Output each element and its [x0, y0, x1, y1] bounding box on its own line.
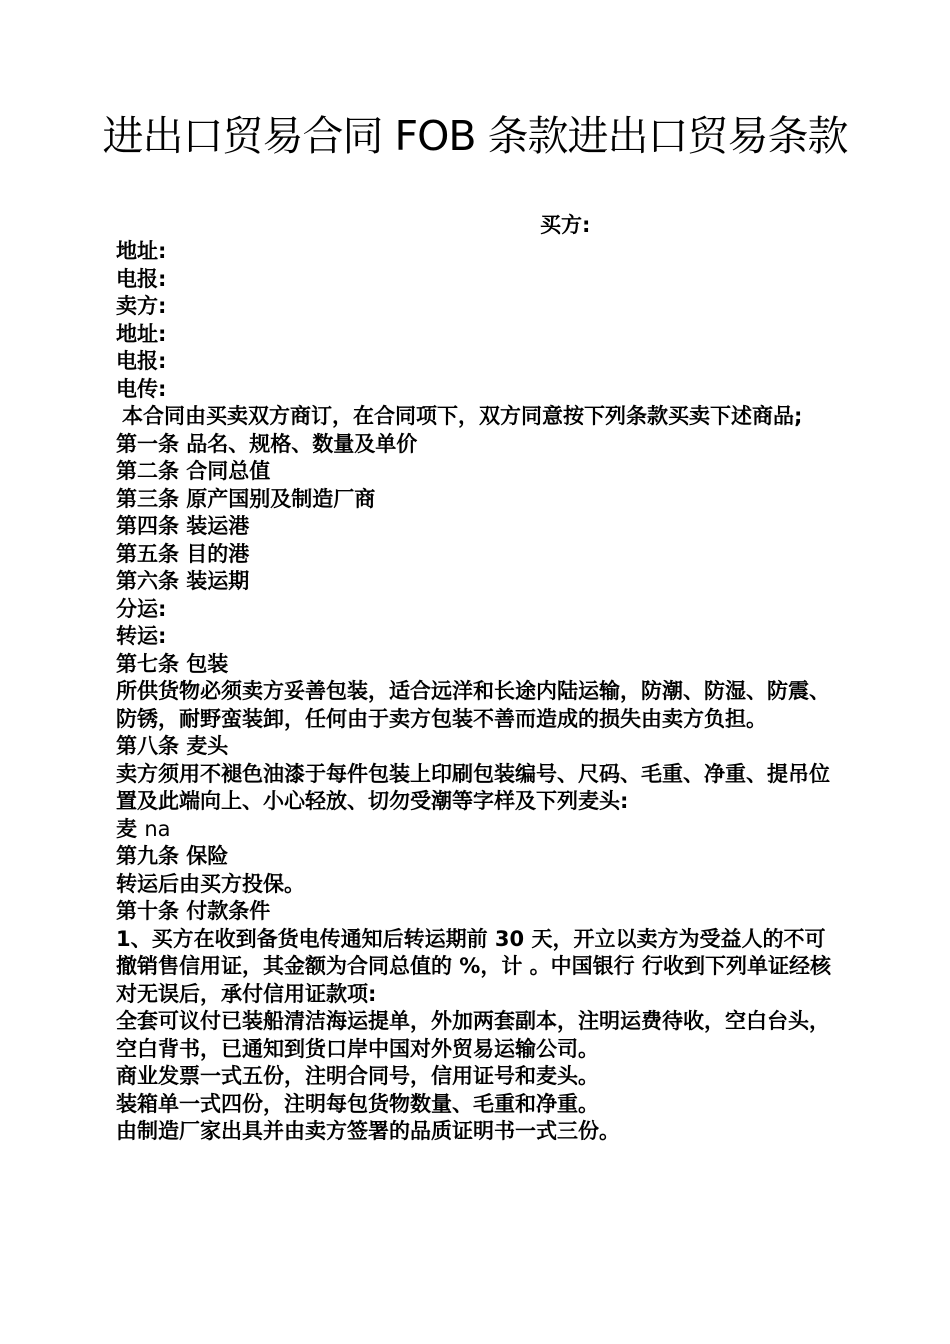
clause-9-text: 转运后由买方投保。 [116, 871, 305, 896]
clause-5-heading: 第五条 目的港 [116, 541, 250, 566]
buyer-heading: 买方: [540, 213, 591, 237]
shipping-mark-value: na [144, 816, 171, 841]
commercial-invoice-requirement: 商业发票一式五份，注明合同号，信用证号和麦头。 [116, 1064, 599, 1088]
buyer-telegram-line: 电报: [116, 266, 167, 291]
partial-shipment-line: 分运: [116, 596, 167, 621]
packing-list-requirement: 装箱单一式四份，注明每包货物数量、毛重和净重。 [116, 1091, 599, 1116]
quality-certificate-requirement: 由制造厂家出具并由卖方签署的品质证明书一式三份。 [116, 1119, 620, 1143]
seller-address-line: 地址: [116, 321, 167, 346]
clause-7-text: 所供货物必须卖方妥善包装，适合远洋和长途内陆运输，防潮、防湿、防震、防锈，耐野蛮装卸，任何由于卖方包装不善而造成的损失由卖方负担。 [116, 679, 830, 731]
clause-8-text: 卖方须用不褪色油漆于每件包装上印刷包装编号、尺码、毛重、净重、提吊位置及此端向上、小心轻放、切勿受潮等字样及下列麦头: [116, 761, 830, 813]
clause-10-item-1: 1、买方在收到备货电传通知后转运期前 30 天，开立以卖方为受益人的不可撤销售信用证，其金额为合同总值的 %，计 。中国银行 行收到下列单证经核对无误后，承付信用证款项: [116, 926, 831, 1006]
clause-8-heading: 第八条 麦头 [116, 734, 229, 758]
clause-1-heading: 第一条 品名、规格、数量及单价 [116, 431, 418, 456]
clause-3-heading: 第三条 原产国别及制造厂商 [116, 486, 376, 511]
clause-2-heading: 第二条 合同总值 [116, 459, 271, 483]
seller-telegram-line: 电报: [116, 349, 167, 373]
shipping-mark-label: 麦 [116, 816, 137, 841]
clause-9-heading: 第九条 保险 [116, 844, 229, 868]
document-title: 进出口贸易合同 FOB 条款进出口贸易条款 [102, 112, 848, 160]
contract-body [116, 238, 846, 1146]
bill-of-lading-requirement: 全套可议付已装船清洁海运提单，外加两套副本，注明运费待收，空白台头，空白背书，已通知到货口岸中国对外贸易运输公司。 [116, 1009, 830, 1061]
transshipment-line: 转运: [116, 624, 167, 648]
clause-4-heading: 第四条 装运港 [116, 514, 250, 538]
seller-line: 卖方: [116, 294, 167, 318]
clause-7-heading: 第七条 包装 [116, 651, 229, 676]
shipping-mark-line [116, 816, 846, 844]
buyer-address-line: 地址: [116, 239, 167, 263]
clause-6-heading: 第六条 装运期 [116, 569, 250, 593]
seller-telex-line: 电传: [116, 376, 167, 401]
clause-10-heading: 第十条 付款条件 [116, 899, 271, 923]
intro-paragraph: 本合同由买卖双方商订，在合同项下，双方同意按下列条款买卖下述商品; [122, 404, 803, 428]
